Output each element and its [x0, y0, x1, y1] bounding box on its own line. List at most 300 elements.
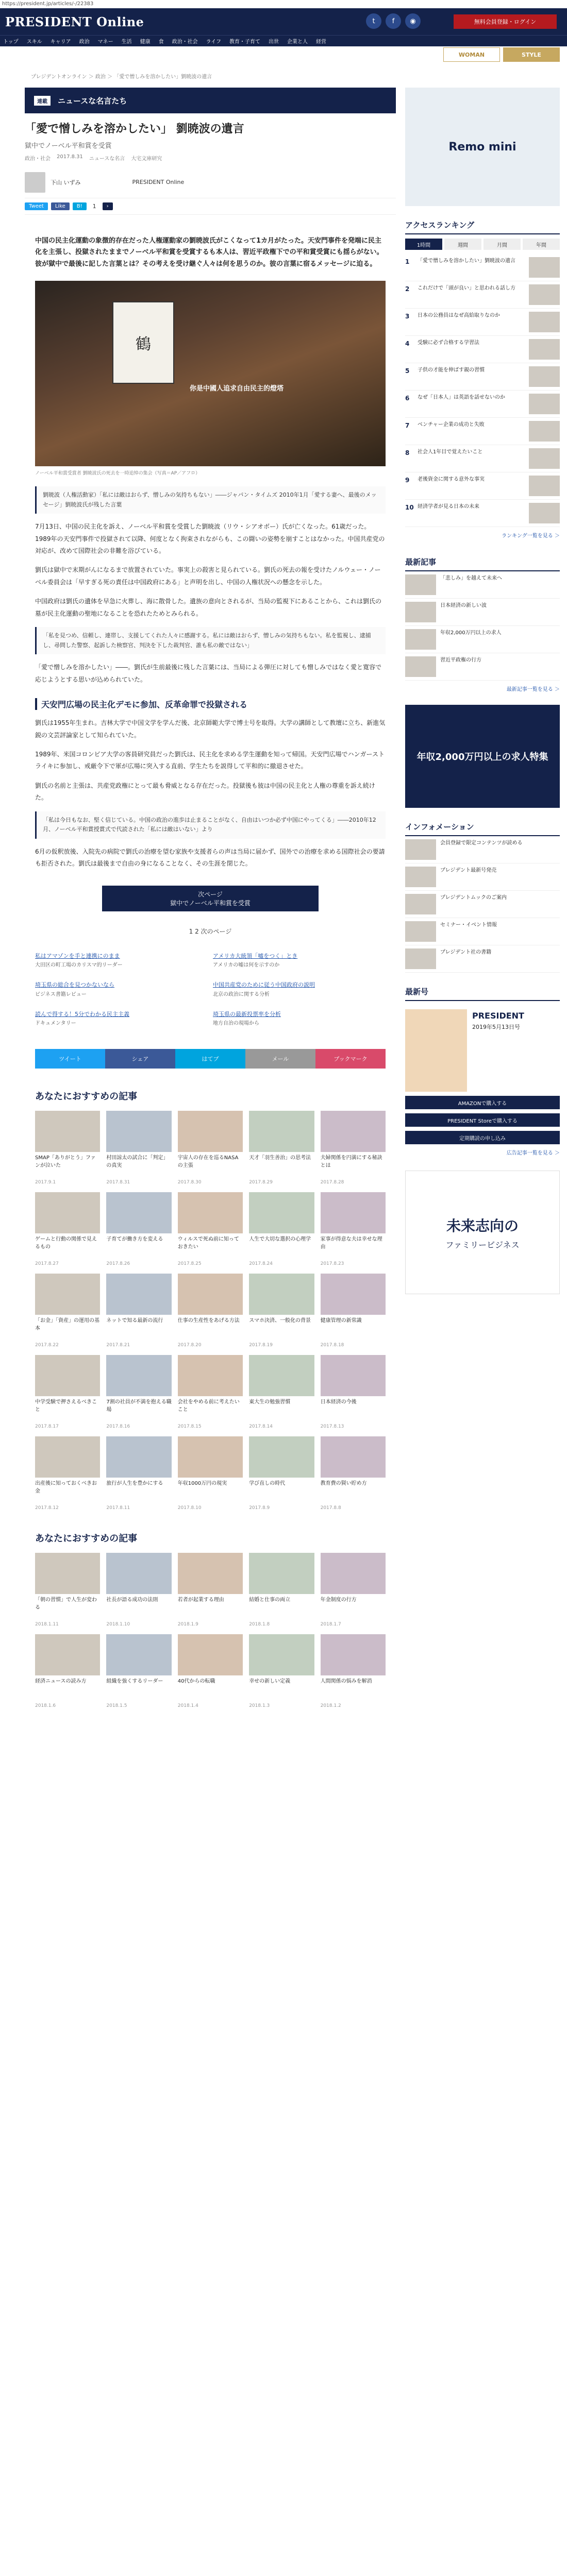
article-card-title[interactable]: 7割の社員が不満を抱える職場 [106, 1399, 172, 1413]
article-meta [25, 154, 396, 167]
subscribe-button[interactable]: 定期購読の申し込み [405, 1131, 560, 1144]
new-item[interactable] [405, 626, 560, 653]
article-card-date: 2017.8.10 [177, 1505, 202, 1511]
article-card-date: 2017.8.12 [35, 1505, 59, 1511]
ranking-number: 4 [405, 340, 410, 347]
nav-item[interactable]: 健康 [140, 39, 151, 45]
ranking-more-link[interactable]: ランキング一覧を見る ＞ [502, 533, 560, 539]
article-card[interactable] [106, 1436, 171, 1511]
ranking-thumb[interactable] [529, 284, 560, 305]
article-thumb[interactable] [178, 1111, 243, 1152]
nav-item[interactable]: ライフ [206, 39, 222, 45]
register-login-button[interactable]: 無料会員登録・ログイン [454, 14, 557, 29]
article-thumb[interactable] [321, 1634, 386, 1675]
main-nav [0, 35, 567, 46]
ranking-tabs [405, 234, 560, 254]
article-card-title[interactable]: ゲームと行動の関係で見えるもの [35, 1236, 97, 1250]
article-card-date: 2018.1.9 [177, 1621, 198, 1627]
share-button[interactable]: ツイート [35, 1049, 105, 1069]
article-card[interactable] [321, 1634, 386, 1708]
info-thumb[interactable] [405, 948, 436, 969]
article-card[interactable] [249, 1192, 314, 1266]
related-links [35, 951, 386, 1033]
article-thumb[interactable] [106, 1355, 171, 1396]
ranking-item[interactable] [405, 445, 560, 472]
section-heading: 天安門広場の民主化デモに参加、反革命罪で投獄される [35, 698, 386, 710]
article-thumb[interactable] [321, 1355, 386, 1396]
ranking-title-text[interactable]: ベンチャー企業の成功と失敗 [418, 422, 485, 428]
info-title-text[interactable]: プレジデント最新号発売 [440, 868, 497, 873]
article-card-title[interactable]: 人間関係の悩みを解消 [320, 1678, 372, 1684]
ad-family-headline: 未来志向の [446, 1217, 519, 1234]
ranking-number: 9 [405, 477, 410, 484]
ranking-thumb[interactable] [529, 448, 560, 469]
meta-item[interactable]: 大宅文庫研究 [131, 156, 162, 162]
article-card-title[interactable]: 経済ニュースの読み方 [35, 1678, 87, 1684]
ranking-item[interactable] [405, 336, 560, 363]
share-button[interactable]: はてブ [175, 1049, 245, 1069]
ranking-thumb[interactable] [529, 312, 560, 332]
nav-brand-links [443, 47, 560, 62]
related-desc: 北京の政治に関する分析 [213, 991, 270, 997]
article-card-date: 2017.8.15 [177, 1423, 202, 1429]
article-card-title[interactable]: 結婚と仕事の両立 [249, 1597, 291, 1603]
article-thumb[interactable] [35, 1355, 100, 1396]
article-thumb[interactable] [178, 1274, 243, 1315]
nav-item[interactable]: 出世 [269, 39, 279, 45]
article-thumb[interactable] [178, 1634, 243, 1675]
share-button[interactable]: ブックマーク [315, 1049, 386, 1069]
article-card-date: 2018.1.10 [106, 1621, 130, 1627]
nav-item[interactable]: トップ [3, 39, 19, 45]
article-card-date: 2017.8.18 [320, 1342, 344, 1348]
ranking-title-text[interactable]: これだけで「頭が良い」と思われる話し方 [418, 285, 515, 291]
paragraph-6: 1989年、米国コロンビア大学の客員研究員だった劉氏は、民主化を求める学生運動を知って帰国。天安門広場でハンガーストライキに参加し、戒厳令下で軍が広場に突入する直前、学生たちを説得して平和的に撤退させた。 [35, 750, 385, 770]
new-list [405, 571, 560, 681]
article-thumb[interactable] [35, 1436, 100, 1478]
article-card[interactable] [106, 1111, 171, 1185]
ranking-title-text[interactable]: なぜ「日本人」は英語を話せないのか [418, 395, 505, 400]
article-card[interactable] [249, 1355, 314, 1429]
article-card[interactable] [178, 1111, 243, 1185]
article-thumb[interactable] [178, 1355, 243, 1396]
ranking-thumb[interactable] [529, 476, 560, 496]
article-card[interactable] [35, 1634, 100, 1708]
next-page-button[interactable] [102, 886, 319, 911]
style-link[interactable]: STYLE [503, 47, 560, 62]
ranking-tab[interactable]: 月間 [483, 239, 521, 250]
article-thumb[interactable] [249, 1111, 314, 1152]
ranking-list [405, 254, 560, 527]
next-page-mini[interactable]: › [103, 202, 113, 210]
related-link[interactable]: 中国共産党のために従う中国政府の説明 [213, 981, 315, 989]
related-item [213, 980, 386, 1004]
photo-caption: ノーベル平和賞受賞者 劉暁波氏の死去を一時追悼の集会（写真＝AP／アフロ） [35, 470, 201, 476]
quote-box-1: 劉暁波（人権活動家）「私には敵はおらず、憎しみの気持ちもない」――ジャパン・タイムズ 2010年1月「愛する妻へ、最後のメッセージ」劉暁波氏が残した言葉 [35, 486, 386, 514]
article-card[interactable] [35, 1192, 100, 1266]
paragraph-5: 劉氏は1955年生まれ。吉林大学で中国文学を学んだ後、北京師範大学で博士号を取得。大学の講師として教壇に立ち、新進気鋭の文芸評論家として知られていた。 [35, 719, 386, 739]
article-card-title[interactable]: 旅行が人生を豊かにする [106, 1480, 163, 1486]
ranking-thumb[interactable] [529, 503, 560, 523]
article-card[interactable] [178, 1274, 243, 1348]
info-thumb[interactable] [405, 921, 436, 942]
related-item [35, 951, 208, 975]
article-card-title[interactable]: 子育てが働き方を変える [106, 1236, 163, 1242]
article-card[interactable] [249, 1111, 314, 1185]
article-thumb[interactable] [35, 1553, 100, 1594]
info-title-text[interactable]: プレジデントムックのご案内 [440, 895, 507, 901]
article-card-title[interactable]: 健康管理の新常識 [320, 1317, 362, 1324]
new-item[interactable] [405, 653, 560, 681]
article-card-date: 2017.8.22 [35, 1342, 59, 1348]
article-card-date: 2017.8.31 [106, 1179, 130, 1185]
ranking-title-text[interactable]: 経済学者が見る日本の未来 [418, 504, 479, 510]
info-item[interactable] [405, 836, 560, 863]
related-desc: ビジネス書籍レビュー [35, 991, 87, 997]
article-thumb[interactable] [249, 1274, 314, 1315]
article-card-date: 2017.8.11 [106, 1505, 130, 1511]
article-card[interactable] [178, 1553, 243, 1627]
article-thumb[interactable] [249, 1355, 314, 1396]
article-thumb[interactable] [106, 1274, 171, 1315]
nav-item[interactable]: 企業と人 [287, 39, 308, 45]
info-item[interactable] [405, 918, 560, 945]
nav-item[interactable]: キャリア [50, 39, 71, 45]
article-card[interactable] [321, 1553, 386, 1627]
url-bar[interactable]: https://president.jp/articles/-/22383 [0, 0, 567, 8]
article-card-date: 2017.8.8 [320, 1505, 341, 1511]
article-card-title[interactable]: スマホ決済、一般化の背景 [249, 1317, 311, 1324]
article-card-date: 2017.8.26 [106, 1261, 130, 1266]
facebook-share-button[interactable]: Like [51, 202, 70, 210]
new-thumb[interactable] [405, 574, 436, 595]
serial-tag: 連載 [34, 96, 51, 106]
article-card[interactable] [249, 1553, 314, 1627]
new-title: 最新記事 [405, 551, 560, 571]
article-thumb[interactable] [106, 1192, 171, 1233]
magazine-date: 2019年5月13日号 [472, 1023, 520, 1030]
article-thumb[interactable] [178, 1553, 243, 1594]
share-button[interactable]: メール [245, 1049, 315, 1069]
article-card-date: 2017.8.23 [320, 1261, 344, 1266]
article-thumb[interactable] [249, 1436, 314, 1478]
article-thumb[interactable] [321, 1192, 386, 1233]
related-item [35, 1009, 208, 1033]
new-title-text[interactable]: 「悲しみ」を越えて未来へ [440, 575, 502, 581]
page-indicator: 1 [92, 202, 96, 210]
ranking-number: 8 [405, 449, 410, 456]
ranking-tab[interactable]: 1時間 [405, 239, 442, 250]
author-role: PRESIDENT Online [132, 179, 185, 186]
hatena-button[interactable]: B! [73, 202, 87, 210]
article-photo [35, 281, 386, 466]
related-link[interactable]: 埼玉県の最新投票率を分析 [213, 1011, 281, 1018]
article-card-title[interactable]: 幸せの新しい定義 [249, 1678, 291, 1684]
article-card-title[interactable]: 年収1000万円の現実 [177, 1480, 227, 1486]
article-subtitle: 獄中でノーベル平和賞を受賞 [25, 142, 112, 150]
article-card-title[interactable]: 家事が得意な夫は幸せな理由 [320, 1236, 382, 1250]
meta-item[interactable]: 2017.8.31 [57, 154, 83, 160]
ranking-thumb[interactable] [529, 421, 560, 442]
article-card-date: 2018.1.6 [35, 1703, 56, 1708]
new-thumb[interactable] [405, 656, 436, 677]
woman-link[interactable]: WOMAN [443, 47, 500, 62]
article-card[interactable] [178, 1634, 243, 1708]
nav-item[interactable]: 教育・子育て [229, 39, 261, 45]
article-card-title[interactable]: 東大生の勉強習慣 [249, 1399, 291, 1405]
article-card-title[interactable]: 組織を強くするリーダー [106, 1678, 163, 1684]
nav-item[interactable]: 生活 [121, 39, 132, 45]
info-list [405, 836, 560, 973]
new-item[interactable] [405, 599, 560, 626]
nav-item[interactable]: スキル [26, 39, 42, 45]
article-card[interactable] [35, 1436, 100, 1511]
article-thumb[interactable] [106, 1634, 171, 1675]
buy-store-button[interactable]: PRESIDENT Storeで購入する [405, 1113, 560, 1127]
new-title-text[interactable]: 年収2,000万円以上の求人 [440, 630, 502, 636]
article-card[interactable] [321, 1192, 386, 1266]
article-card[interactable] [106, 1192, 171, 1266]
ad-more-link[interactable]: 広告記事一覧を見る ＞ [506, 1150, 560, 1156]
buy-amazon-button[interactable]: AMAZONで購入する [405, 1096, 560, 1109]
article-card[interactable] [35, 1553, 100, 1627]
recommend2-grid [35, 1553, 386, 1708]
related-link[interactable]: 私はアマゾンを手と連携にのまま [35, 952, 120, 959]
info-item[interactable] [405, 945, 560, 973]
info-title-text[interactable]: セミナー・イベント情報 [440, 922, 497, 928]
article-thumb[interactable] [35, 1111, 100, 1152]
article-card[interactable] [249, 1634, 314, 1708]
ranking-item[interactable] [405, 391, 560, 418]
facebook-icon[interactable]: f [386, 13, 401, 29]
ad-remo-mini[interactable]: Remo mini [405, 88, 560, 206]
ranking-item[interactable] [405, 418, 560, 445]
nav-item[interactable]: 経営 [316, 39, 327, 45]
article-card-title[interactable]: 「朝の習慣」で人生が変わる [35, 1597, 97, 1611]
ranking-number: 7 [405, 422, 410, 429]
article-card[interactable] [321, 1111, 386, 1185]
tweet-button[interactable]: Tweet [25, 202, 48, 210]
ranking-thumb[interactable] [529, 339, 560, 360]
article-thumb[interactable] [249, 1634, 314, 1675]
article-card-title[interactable]: 人生で大切な選択の心理学 [249, 1236, 311, 1242]
article-card-date: 2017.8.16 [106, 1423, 130, 1429]
ranking-item[interactable] [405, 281, 560, 309]
related-desc: ドキュメンタリー [35, 1021, 76, 1027]
ranking-title-text[interactable]: 社会人1年目で覚えたいこと [418, 449, 483, 455]
related-item [35, 980, 208, 1004]
ranking-title-text[interactable]: 子供の才能を伸ばす親の習慣 [418, 367, 485, 373]
article-card[interactable] [321, 1274, 386, 1348]
new-title-text[interactable]: 日本経済の新しい波 [440, 603, 487, 608]
article-card-date: 2018.1.4 [177, 1703, 198, 1708]
article-card[interactable] [178, 1192, 243, 1266]
article-thumb[interactable] [321, 1111, 386, 1152]
ranking-thumb[interactable] [529, 394, 560, 414]
ranking-number: 5 [405, 367, 410, 375]
ranking-item[interactable] [405, 254, 560, 281]
quote-box-2: 「私を見つめ、信頼し、連帯し、支援してくれた人々に感謝する。私には敵はおらず、憎しみの気持ちもない。私を監視し、逮捕し、尋問した警察、起訴した検察官、判決を下した裁判官、誰も私の敵ではない」 [35, 627, 386, 654]
article-thumb[interactable] [321, 1553, 386, 1594]
article-thumb[interactable] [35, 1634, 100, 1675]
article-thumb[interactable] [35, 1192, 100, 1233]
article-card-title[interactable]: 社長が語る成功の法則 [106, 1597, 158, 1603]
article-thumb[interactable] [321, 1274, 386, 1315]
ranking-title-text[interactable]: 老後資金に関する意外な事実 [418, 477, 485, 482]
ranking-title: アクセスランキング [405, 214, 560, 234]
new-title-text[interactable]: 習近平政権の行方 [440, 657, 481, 663]
article-card-date: 2018.1.2 [320, 1703, 341, 1708]
article-card[interactable] [35, 1274, 100, 1348]
article-thumb[interactable] [106, 1436, 171, 1478]
serial-banner[interactable] [25, 88, 396, 113]
article-card-date: 2018.1.3 [249, 1703, 270, 1708]
ad-job-banner[interactable]: 年収2,000万円以上の求人特集 [405, 705, 560, 808]
related-link[interactable]: アメリカ大統領「嘘をつく」とき [213, 952, 298, 959]
new-thumb[interactable] [405, 629, 436, 650]
magazine-cover[interactable] [405, 1009, 467, 1092]
article-card[interactable] [178, 1436, 243, 1511]
article-lead: 中国の民主化運動の象徴的存在だった人権運動家の劉暁波氏がこくなって1カ月がたった。天安門事件を発端に民主化を主張し、投獄されたままでノーベル平和賞を受賞するも本人は、習近平政権下での平和賞受賞にも揺らがない。彼が獄中で最後に記した言葉とは？その考えを受け継ぐ人々は何を思うのか。彼の言葉に宿るメッセージに迫る。 [35, 236, 383, 268]
ranking-item[interactable] [405, 309, 560, 336]
article-card[interactable] [321, 1355, 386, 1429]
article-card[interactable] [321, 1436, 386, 1511]
ranking-item[interactable] [405, 472, 560, 500]
info-thumb[interactable] [405, 894, 436, 914]
article-card[interactable] [106, 1274, 171, 1348]
new-item[interactable] [405, 571, 560, 599]
info-title: インフォメーション [405, 816, 560, 836]
new-more-link[interactable]: 最新記事一覧を見る ＞ [506, 687, 560, 692]
ranking-thumb[interactable] [529, 257, 560, 278]
article-card-date: 2017.9.1 [35, 1179, 56, 1185]
article-card-date: 2018.1.7 [320, 1621, 341, 1627]
meta-item[interactable]: 政治・社会 [25, 156, 51, 162]
nav-item[interactable]: 政治 [79, 39, 90, 45]
article-thumb[interactable] [106, 1553, 171, 1594]
ad-family-sub: ファミリービジネス [445, 1240, 520, 1250]
article-card[interactable] [106, 1355, 171, 1429]
article-card-title[interactable]: 学び直しの時代 [249, 1480, 286, 1486]
article-thumb[interactable] [35, 1274, 100, 1315]
article-thumb[interactable] [178, 1436, 243, 1478]
twitter-icon[interactable]: t [366, 13, 381, 29]
magazine-title: 最新号 [405, 981, 560, 1001]
related-item [213, 1009, 386, 1033]
article-card[interactable] [249, 1274, 314, 1348]
author-name[interactable]: 下山 いずみ [51, 179, 81, 186]
paragraph-8: 6月の仮釈放後、入院先の病院で劉氏の治療を望む家族や支援者らの声は当局に届かず、国外での治療を求める国際社会の要請も拒否された。劉氏は最後まで自由の身になることなく、その生涯を閉じた。 [35, 848, 385, 868]
ranking-item[interactable] [405, 500, 560, 527]
article-thumb[interactable] [249, 1192, 314, 1233]
nav-item[interactable]: マネー [97, 39, 113, 45]
article-card-title[interactable]: SMAP「ありがとう」ファンが泣いた [35, 1155, 96, 1168]
ad-family-business[interactable] [405, 1171, 560, 1294]
recommend2-title: あなたにおすすめの記事 [35, 1533, 138, 1544]
breadcrumb[interactable]: プレジデントオンライン ＞ 政治 ＞ 「愛で憎しみを溶かしたい」劉暁波の遺言 [31, 74, 212, 80]
article-card[interactable] [35, 1111, 100, 1185]
article-card-date: 2017.8.24 [249, 1261, 273, 1266]
article-card-title[interactable]: 年金制度の行方 [320, 1597, 357, 1603]
article-card[interactable] [106, 1634, 171, 1708]
rss-icon[interactable]: ◉ [405, 13, 421, 29]
next-page-title: 獄中でノーベル平和賞を受賞 [170, 899, 251, 907]
ranking-item[interactable] [405, 363, 560, 391]
photo-sign: 鶴 [112, 301, 174, 384]
article-card-title[interactable]: 若者が起業する理由 [177, 1597, 224, 1603]
magazine-info [472, 1009, 524, 1092]
article-card-title[interactable]: 中学受験で押さえるべきこと [35, 1399, 97, 1413]
ranking-thumb[interactable] [529, 366, 560, 387]
ranking-title-text[interactable]: 「愛で憎しみを溶かしたい」劉暁波の遺言 [418, 258, 515, 264]
article-card-title[interactable]: 宇宙人の存在を巡るNASAの主張 [177, 1155, 239, 1168]
article-card-date: 2018.1.5 [106, 1703, 127, 1708]
article-card-title[interactable]: 仕事の生産性をあげる方法 [177, 1317, 240, 1324]
article-card[interactable] [178, 1355, 243, 1429]
new-thumb[interactable] [405, 602, 436, 622]
ranking-title-text[interactable]: 受験に必ず合格する学習法 [418, 340, 479, 346]
ranking-number: 6 [405, 395, 410, 402]
article-card-title[interactable]: ネットで知る最新の流行 [106, 1317, 163, 1324]
recommend-title: あなたにおすすめの記事 [35, 1091, 138, 1102]
meta-item[interactable]: ニュースな名言 [89, 156, 125, 162]
related-desc: アメリカの嘘は何を示すのか [213, 962, 280, 968]
article-card-title[interactable]: 出産後に知っておくべきお金 [35, 1480, 97, 1494]
nav-item[interactable]: 政治・社会 [172, 39, 198, 45]
article-card-title[interactable]: 教育費の賢い貯め方 [320, 1480, 367, 1486]
article-card[interactable] [35, 1355, 100, 1429]
article-card-date: 2017.8.21 [106, 1342, 130, 1348]
article-card-title[interactable]: 夫婦関係を円満にする秘訣とは [320, 1155, 382, 1168]
article-card-date: 2017.8.17 [35, 1423, 59, 1429]
info-item[interactable] [405, 891, 560, 918]
ranking-title-text[interactable]: 日本の公務員はなぜ高給取りなのか [418, 313, 500, 318]
nav-item[interactable]: 食 [158, 39, 164, 45]
info-title-text[interactable]: 会員登録で限定コンテンツが読める [440, 840, 523, 846]
article-card-title[interactable]: 天才「羽生善治」の思考法 [249, 1155, 311, 1161]
related-link[interactable]: 埼玉県の総合を見つかないなら [35, 981, 114, 989]
info-thumb[interactable] [405, 839, 436, 860]
share-button[interactable]: シェア [105, 1049, 175, 1069]
info-item[interactable] [405, 863, 560, 891]
article-card-date: 2017.8.19 [249, 1342, 273, 1348]
article-card-title[interactable]: 「お金」「資産」の運用の基本 [35, 1317, 99, 1331]
article-card[interactable] [106, 1553, 171, 1627]
ranking-tab[interactable]: 年間 [523, 239, 560, 250]
article-thumb[interactable] [178, 1192, 243, 1233]
related-link[interactable]: 読んで得する！5分でわかる民主主義 [35, 1011, 129, 1018]
article-card-title[interactable]: 日本経済の今後 [320, 1399, 357, 1405]
article-thumb[interactable] [249, 1553, 314, 1594]
site-logo[interactable]: PRESIDENT Online [5, 14, 144, 29]
ranking-number: 10 [405, 504, 414, 511]
article-thumb[interactable] [321, 1436, 386, 1478]
article-card-date: 2017.8.14 [249, 1423, 273, 1429]
article-card-title[interactable]: ウィルスで死ぬ前に知っておきたい [177, 1236, 239, 1250]
ranking-tab[interactable]: 週間 [444, 239, 481, 250]
article-card-title[interactable]: 会社をやめる前に考えたいこと [177, 1399, 240, 1413]
author-row [25, 167, 396, 198]
article-card[interactable] [249, 1436, 314, 1511]
pagination[interactable]: 1 2 次のページ [189, 927, 232, 935]
article-thumb[interactable] [106, 1111, 171, 1152]
site-header [0, 8, 567, 35]
share-big-row [35, 1049, 386, 1069]
article-card-title[interactable]: 村田諒太の試合に「判定」の真実 [106, 1155, 169, 1168]
info-title-text[interactable]: プレジデント社の書籍 [440, 950, 492, 955]
article-card-title[interactable]: 40代からの転職 [177, 1678, 215, 1684]
info-thumb[interactable] [405, 867, 436, 887]
